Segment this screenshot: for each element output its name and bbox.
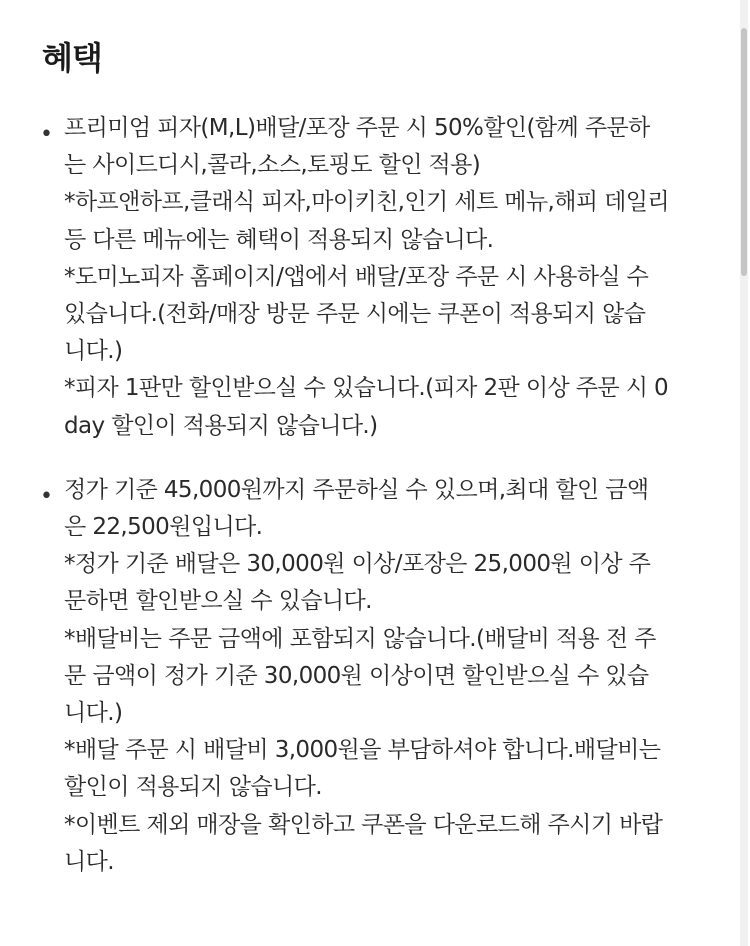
benefit-list [0,110,738,908]
benefit-note-line: 할인이 적용되지 않습니다. [64,774,322,801]
benefit-text-line: 프리미엄 피자(M,L)배달/포장 주문 시 50%할인(함께 주문하 [64,115,650,141]
benefit-note-line: 문 금액이 정가 기준 30,000원 이상이면 할인받으실 수 있습 [64,662,649,689]
benefit-note-line: 니다. [64,848,114,875]
benefit-note-line: *하프앤하프,클래식 피자,마이키친,인기 세트 메뉴,해피 데일리 [64,189,670,216]
benefit-note-line: *정가 기준 배달은 30,000원 이상/포장은 25,000원 이상 주 [64,551,651,578]
benefit-note-line: 있습니다.(전화/매장 방문 주문 시에는 쿠폰이 적용되지 않습 [64,301,646,328]
benefit-note-line: *도미노피자 홈페이지/앱에서 배달/포장 주문 시 사용하실 수 [64,263,649,290]
benefit-item-order-limit [0,472,738,881]
vertical-scrollbar[interactable] [740,0,748,946]
bullet-marker: • [40,483,53,509]
benefit-item-discount [0,110,738,445]
benefit-note-line: *배달비는 주문 금액에 포함되지 않습니다.(배달비 적용 전 주 [64,625,656,652]
benefit-text-line: 정가 기준 45,000원까지 주문하실 수 있으며,최대 할인 금액 [64,476,649,503]
benefit-note-line: *이벤트 제외 매장을 확인하고 쿠폰을 다운로드해 주시기 바랍 [64,811,663,838]
scrollbar-thumb[interactable] [741,28,747,276]
benefit-note-line: day 할인이 적용되지 않습니다.) [64,412,378,439]
benefit-note-line: *배달 주문 시 배달비 3,000원을 부담하셔야 합니다.배달비는 [64,737,661,764]
benefit-note-line: 니다.) [64,700,123,727]
benefit-note-line: 니다.) [64,338,123,365]
section-title: 혜택 [42,39,102,77]
bullet-marker: • [40,122,53,147]
benefit-note-line: *피자 1판만 할인받으실 수 있습니다.(피자 2판 이상 주문 시 0 [64,375,669,402]
benefit-note-line: 등 다른 메뉴에는 혜택이 적용되지 않습니다. [64,226,494,253]
benefit-text-line: 은 22,500원입니다. [64,514,263,541]
benefit-text-line: 는 사이드디시,콜라,소스,토핑도 할인 적용) [64,152,481,179]
benefit-note-line: 문하면 할인받으실 수 있습니다. [64,588,372,615]
